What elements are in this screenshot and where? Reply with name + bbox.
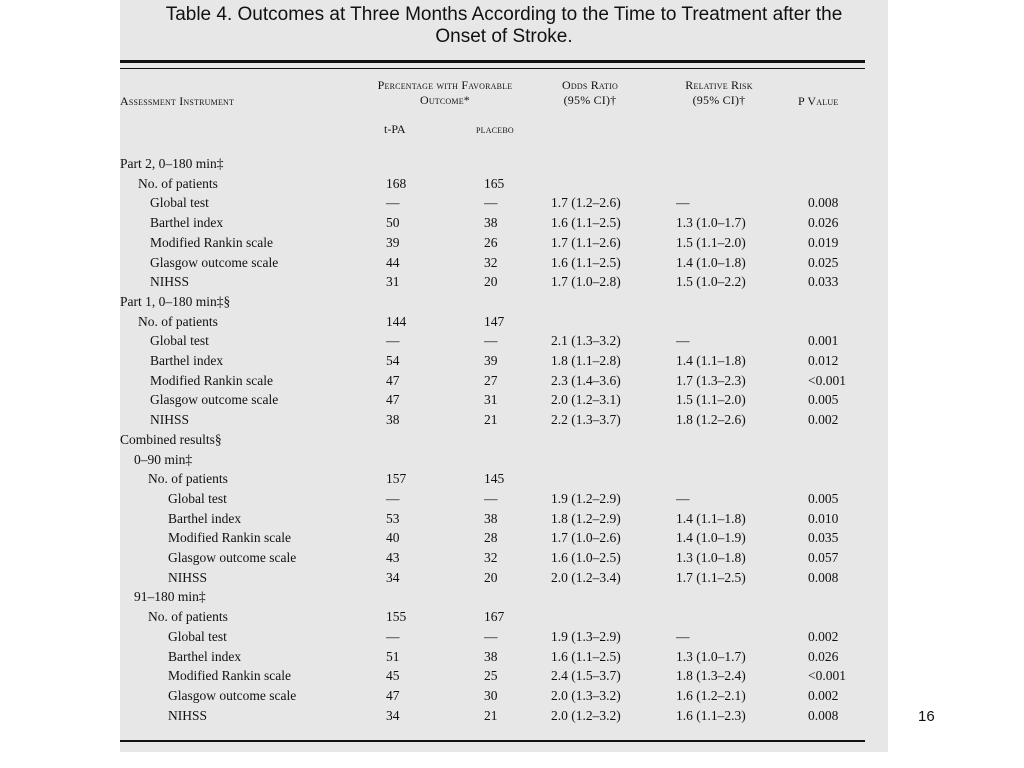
subheader-placebo: placebo [476,122,514,136]
table-row [120,174,865,194]
cell-tpa: 31 [386,274,400,290]
cell-tpa: 47 [386,687,400,703]
cell-rr: 1.4 (1.0–1.8) [676,254,746,270]
cell-p: <0.001 [808,668,846,684]
cell-placebo: — [484,628,498,644]
table-row [120,430,865,450]
cell-rr: 1.7 (1.1–2.5) [676,569,746,585]
cell-placebo: 20 [484,274,498,290]
cell-or: 1.6 (1.0–2.5) [551,550,621,565]
table-title-line1: Table 4. Outcomes at Three Months According to the Time to Treatment after the [165,4,843,25]
cell-rr: — [676,490,690,506]
cell-rr: 1.5 (1.0–2.2) [676,274,746,290]
cell-p: 0.057 [808,550,839,565]
table-row [120,331,865,351]
cell-placebo: — [484,195,498,211]
cell-placebo: — [484,490,498,506]
cell-label: Modified Rankin scale [168,530,291,546]
subheader-tpa: t-PA [384,122,406,136]
cell-p: 0.033 [808,274,839,290]
table-row [120,312,865,332]
top-rule-thin [120,68,865,69]
cell-p: 0.002 [808,628,839,644]
cell-label: Modified Rankin scale [150,372,273,388]
cell-p: <0.001 [808,372,846,388]
cell-placebo: 38 [484,648,498,664]
cell-label: No. of patients [138,175,218,191]
cell-label: Combined results§ [120,431,222,447]
cell-rr: 1.6 (1.1–2.3) [676,707,746,723]
cell-label: NIHSS [150,274,190,290]
cell-tpa: 39 [386,234,400,250]
cell-tpa: 54 [386,353,400,368]
table-row [120,390,865,410]
cell-or: 1.8 (1.2–2.9) [551,510,621,526]
table-row [120,686,865,706]
cell-tpa: 47 [386,392,400,408]
cell-p: 0.026 [808,648,839,664]
cell-or: 2.0 (1.2–3.1) [551,392,621,408]
cell-label: Glasgow outcome scale [168,687,297,703]
cell-placebo: 38 [484,215,498,231]
cell-tpa: 50 [386,215,400,231]
table-row [120,272,865,292]
cell-tpa: — [386,333,400,349]
header-odds-line1: Odds Ratio [562,78,618,92]
header-odds-ratio [540,78,640,108]
cell-placebo: 32 [484,254,498,270]
top-rule-thick [120,60,865,63]
cell-label: Part 2, 0–180 min‡ [120,156,224,171]
cell-label: NIHSS [150,412,190,428]
cell-label: No. of patients [138,313,218,329]
cell-label: Global test [150,333,209,349]
cell-p: 0.010 [808,510,839,526]
cell-label: No. of patients [148,609,228,625]
header-favorable-line1: Percentage with Favorable [377,78,513,92]
table-row [120,528,865,548]
cell-rr: 1.4 (1.1–1.8) [676,510,746,526]
cell-label: Modified Rankin scale [150,234,273,250]
header-risk-line1: Relative Risk [685,78,753,92]
cell-rr: — [676,333,690,349]
table-row [120,193,865,213]
cell-label: Global test [150,195,209,211]
cell-p: 0.035 [808,530,839,546]
cell-placebo: 27 [484,372,498,388]
header-p-value: P Value [798,94,839,108]
cell-placebo: 28 [484,530,498,546]
cell-tpa: 51 [386,648,400,664]
cell-or: 2.3 (1.4–3.6) [551,372,621,388]
cell-or: 2.1 (1.3–3.2) [551,333,621,349]
cell-placebo: 25 [484,668,498,684]
cell-placebo: 21 [484,412,498,428]
table-row [120,489,865,509]
cell-placebo: 30 [484,687,498,703]
cell-tpa: — [386,628,400,644]
table-row [120,253,865,273]
table-row [120,450,865,470]
cell-rr: — [676,195,690,211]
table-panel [120,0,888,752]
cell-rr: 1.3 (1.0–1.7) [676,215,746,231]
cell-placebo: — [484,333,498,349]
cell-p: 0.002 [808,412,839,428]
cell-p: 0.008 [808,569,839,585]
cell-or: 1.8 (1.1–2.8) [551,353,621,368]
cell-or: 1.9 (1.3–2.9) [551,628,621,644]
cell-tpa: 47 [386,372,400,388]
cell-placebo: 38 [484,510,498,526]
cell-label: Glasgow outcome scale [150,254,279,270]
table-row [120,607,865,627]
cell-label: Part 1, 0–180 min‡§ [120,293,231,309]
cell-p: 0.019 [808,234,839,250]
cell-or: 1.7 (1.2–2.6) [551,195,621,211]
header-risk-line2: (95% CI)† [692,93,746,107]
page-number: 16 [918,708,935,725]
cell-tpa: 53 [386,510,400,526]
cell-label: NIHSS [168,569,208,585]
cell-label: Barthel index [168,648,242,664]
table-row [120,666,865,686]
cell-placebo: 165 [484,175,505,191]
cell-or: 2.0 (1.3–3.2) [551,687,621,703]
cell-rr: 1.3 (1.0–1.8) [676,550,746,565]
cell-rr: 1.3 (1.0–1.7) [676,648,746,664]
cell-p: 0.012 [808,353,839,368]
header-assessment-instrument: Assessment Instrument [120,94,235,108]
cell-tpa: 155 [386,609,407,625]
cell-or: 1.6 (1.1–2.5) [551,215,621,231]
cell-p: 0.005 [808,392,839,408]
cell-placebo: 20 [484,569,498,585]
cell-placebo: 39 [484,353,498,368]
cell-or: 1.9 (1.2–2.9) [551,490,621,506]
table-row [120,351,865,371]
table-title-line2: Onset of Stroke. [435,26,573,47]
cell-p: 0.002 [808,687,839,703]
cell-label: Modified Rankin scale [168,668,291,684]
table-row [120,627,865,647]
cell-p: 0.001 [808,333,839,349]
cell-placebo: 26 [484,234,498,250]
table-row [120,371,865,391]
cell-rr: 1.4 (1.1–1.8) [676,353,746,368]
cell-label: No. of patients [148,471,228,487]
table-row [120,410,865,430]
cell-placebo: 167 [484,609,505,625]
cell-rr: 1.4 (1.0–1.9) [676,530,746,546]
table-row [120,509,865,529]
cell-tpa: 40 [386,530,400,546]
cell-rr: — [676,628,690,644]
cell-or: 1.7 (1.1–2.6) [551,234,621,250]
cell-label: Glasgow outcome scale [150,392,279,408]
table-row [120,213,865,233]
cell-placebo: 145 [484,471,505,487]
cell-label: 91–180 min‡ [134,589,206,605]
cell-tpa: 43 [386,550,400,565]
cell-label: Barthel index [150,215,224,231]
cell-placebo: 147 [484,313,505,329]
cell-p: 0.026 [808,215,839,231]
table-row [120,233,865,253]
cell-or: 2.0 (1.2–3.2) [551,707,621,723]
cell-or: 1.7 (1.0–2.6) [551,530,621,546]
cell-tpa: 144 [386,313,407,329]
cell-rr: 1.7 (1.3–2.3) [676,372,746,388]
header-relative-risk [664,78,774,108]
cell-placebo: 31 [484,392,498,408]
cell-p: 0.008 [808,195,839,211]
cell-tpa: 34 [386,707,400,723]
cell-or: 1.6 (1.1–2.5) [551,254,621,270]
cell-tpa: 38 [386,412,400,428]
cell-placebo: 32 [484,550,498,565]
bottom-rule [120,740,865,742]
table-row [120,154,865,174]
cell-tpa: 168 [386,175,407,191]
cell-label: Barthel index [168,510,242,526]
cell-tpa: 157 [386,471,407,487]
cell-or: 2.4 (1.5–3.7) [551,668,621,684]
cell-placebo: 21 [484,707,498,723]
table-row [120,647,865,667]
cell-p: 0.008 [808,707,839,723]
cell-tpa: — [386,490,400,506]
table-row [120,587,865,607]
table-row [120,568,865,588]
cell-rr: 1.8 (1.3–2.4) [676,668,746,684]
cell-label: Barthel index [150,353,224,368]
cell-tpa: 45 [386,668,400,684]
cell-or: 2.0 (1.2–3.4) [551,569,621,585]
table-row [120,292,865,312]
cell-rr: 1.8 (1.2–2.6) [676,412,746,428]
table-title [120,4,888,48]
cell-label: NIHSS [168,707,208,723]
header-favorable-line2: Outcome* [419,93,471,107]
cell-rr: 1.6 (1.2–2.1) [676,687,746,703]
header-odds-line2: (95% CI)† [563,93,617,107]
cell-or: 1.6 (1.1–2.5) [551,648,621,664]
cell-or: 2.2 (1.3–3.7) [551,412,621,428]
cell-label: Global test [168,628,227,644]
table-row [120,548,865,568]
cell-p: 0.025 [808,254,839,270]
cell-rr: 1.5 (1.1–2.0) [676,234,746,250]
cell-label: Global test [168,490,227,506]
cell-tpa: 44 [386,254,400,270]
table-row [120,706,865,726]
cell-tpa: — [386,195,400,211]
cell-or: 1.7 (1.0–2.8) [551,274,621,290]
header-favorable-outcome [350,78,540,108]
table-row [120,469,865,489]
cell-label: 0–90 min‡ [134,451,193,467]
cell-p: 0.005 [808,490,839,506]
cell-rr: 1.5 (1.1–2.0) [676,392,746,408]
cell-tpa: 34 [386,569,400,585]
cell-label: Glasgow outcome scale [168,550,297,565]
